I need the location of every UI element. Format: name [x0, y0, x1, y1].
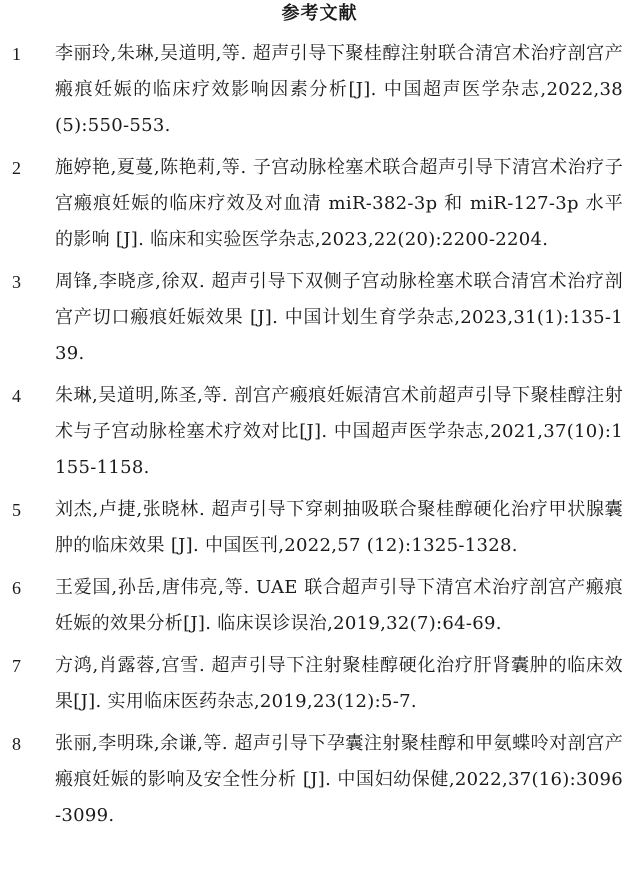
reference-number: 7 — [12, 656, 21, 676]
reference-item — [0, 36, 639, 144]
reference-text: 刘杰,卢捷,张晓林. 超声引导下穿刺抽吸联合聚桂醇硬化治疗甲状腺囊肿的临床效果 [J]. 中国医刊,2022,57 (12):1325-1328. — [55, 499, 623, 556]
reference-text: 朱琳,吴道明,陈圣,等. 剖宫产瘢痕妊娠清宫术前超声引导下聚桂醇注射术与子宫动脉栓塞术疗效对比[J]. 中国超声医学杂志,2021,37(10):1155-1158. — [55, 385, 623, 478]
reference-text: 王爱国,孙岳,唐伟亮,等. UAE 联合超声引导下清宫术治疗剖宫产瘢痕妊娠的效果分析[J]. 临床误诊误治,2019,32(7):64-69. — [55, 577, 623, 634]
reference-number: 2 — [12, 158, 21, 178]
reference-item — [0, 378, 639, 486]
reference-item — [0, 492, 639, 564]
reference-text: 方鸿,肖露蓉,宫雪. 超声引导下注射聚桂醇硬化治疗肝肾囊肿的临床效果[J]. 实用临床医药杂志,2019,23(12):5-7. — [55, 655, 623, 712]
reference-item — [0, 648, 639, 720]
reference-text: 周锋,李晓彦,徐双. 超声引导下双侧子宫动脉栓塞术联合清宫术治疗剖宫产切口瘢痕妊娠效果 [J]. 中国计划生育学杂志,2023,31(1):135-139. — [55, 271, 623, 364]
reference-number: 3 — [12, 272, 21, 292]
reference-number: 6 — [12, 578, 21, 598]
reference-number: 4 — [12, 386, 21, 406]
reference-list — [0, 36, 639, 840]
section-heading: 参考文献 — [281, 3, 358, 24]
reference-text: 张丽,李明珠,余谦,等. 超声引导下孕囊注射聚桂醇和甲氨蝶呤对剖宫产瘢痕妊娠的影响及安全性分析 [J]. 中国妇幼保健,2022,37(16):3096-3099. — [55, 733, 623, 826]
reference-text: 李丽玲,朱琳,吴道明,等. 超声引导下聚桂醇注射联合清宫术治疗剖宫产瘢痕妊娠的临床疗效影响因素分析[J]. 中国超声医学杂志,2022,38(5):550-553. — [55, 43, 623, 136]
reference-text: 施婷艳,夏蔓,陈艳莉,等. 子宫动脉栓塞术联合超声引导下清宫术治疗子宫瘢痕妊娠的临床疗效及对血清 miR-382-3p 和 miR-127-3p 水平的影响 [J]. 临床和实验医学杂志,2023,22(20):2200-2204. — [55, 157, 623, 250]
reference-number: 1 — [12, 44, 21, 64]
reference-item — [0, 726, 639, 834]
reference-item — [0, 264, 639, 372]
reference-item — [0, 570, 639, 642]
reference-number: 8 — [12, 734, 21, 754]
reference-item — [0, 150, 639, 258]
reference-number: 5 — [12, 500, 21, 520]
